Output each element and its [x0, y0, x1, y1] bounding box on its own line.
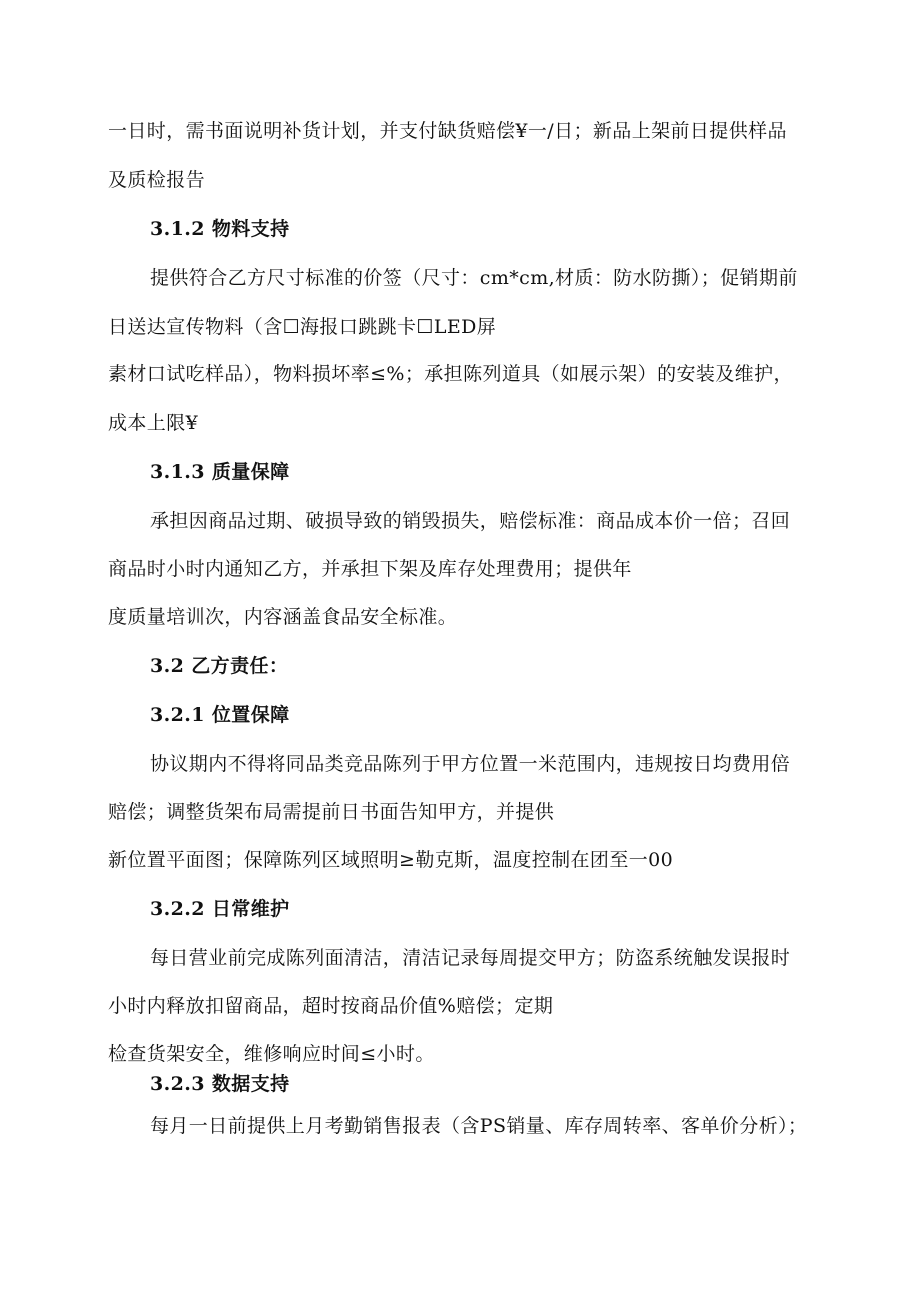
section-heading-3-2-1: 3.2.1 位置保障 [150, 704, 290, 726]
paragraph-line: 度质量培训次，内容涵盖食品安全标准。 [108, 606, 458, 628]
paragraph-line: 赔偿；调整货架布局需提前日书面告知甲方，并提供 [108, 801, 555, 823]
paragraph-line: 协议期内不得将同品类竞品陈列于甲方位置一米范围内，违规按日均费用倍 [150, 753, 791, 775]
intro-line-2: 及质检报告 [108, 169, 206, 191]
paragraph-line: 提供符合乙方尺寸标准的价签（尺寸：cm*cm,材质：防水防撕）；促销期前 [150, 267, 798, 289]
paragraph-line: 日送达宣传物料（含☐海报口跳跳卡☐LED屏 [108, 316, 497, 338]
paragraph-line: 小时内释放扣留商品，超时按商品价值%赔偿；定期 [108, 995, 554, 1017]
paragraph-line: 承担因商品过期、破损导致的销毁损失，赔偿标准：商品成本价一倍；召回 [150, 510, 791, 532]
paragraph-line: 每日营业前完成陈列面清洁，清洁记录每周提交甲方；防盗系统触发误报时 [150, 947, 791, 969]
paragraph-line: 素材口试吃样品），物料损坏率≤%；承担陈列道具（如展示架）的安装及维护， [108, 363, 793, 385]
paragraph-line: 新位置平面图；保障陈列区域照明≥勒克斯，温度控制在团至一00 [108, 849, 674, 871]
intro-line-1: 一日时，需书面说明补货计划，并支付缺货赔偿¥一/日；新品上架前日提供样品 [108, 120, 787, 142]
section-heading-3-2-3: 3.2.3 数据支持 [150, 1073, 290, 1095]
section-heading-3-1-2: 3.1.2 物料支持 [150, 218, 290, 240]
section-heading-3-1-3: 3.1.3 质量保障 [150, 461, 290, 483]
section-heading-3-2: 3.2 乙方责任： [150, 655, 289, 677]
paragraph-line: 每月一日前提供上月考勤销售报表（含PS销量、库存周转率、客单价分析）； [150, 1115, 808, 1137]
paragraph-line: 成本上限¥ [108, 412, 199, 434]
paragraph-line: 商品时小时内通知乙方，并承担下架及库存处理费用；提供年 [108, 558, 632, 580]
section-heading-3-2-2: 3.2.2 日常维护 [150, 898, 290, 920]
paragraph-line: 检查货架安全，维修响应时间≤小时。 [108, 1043, 435, 1065]
